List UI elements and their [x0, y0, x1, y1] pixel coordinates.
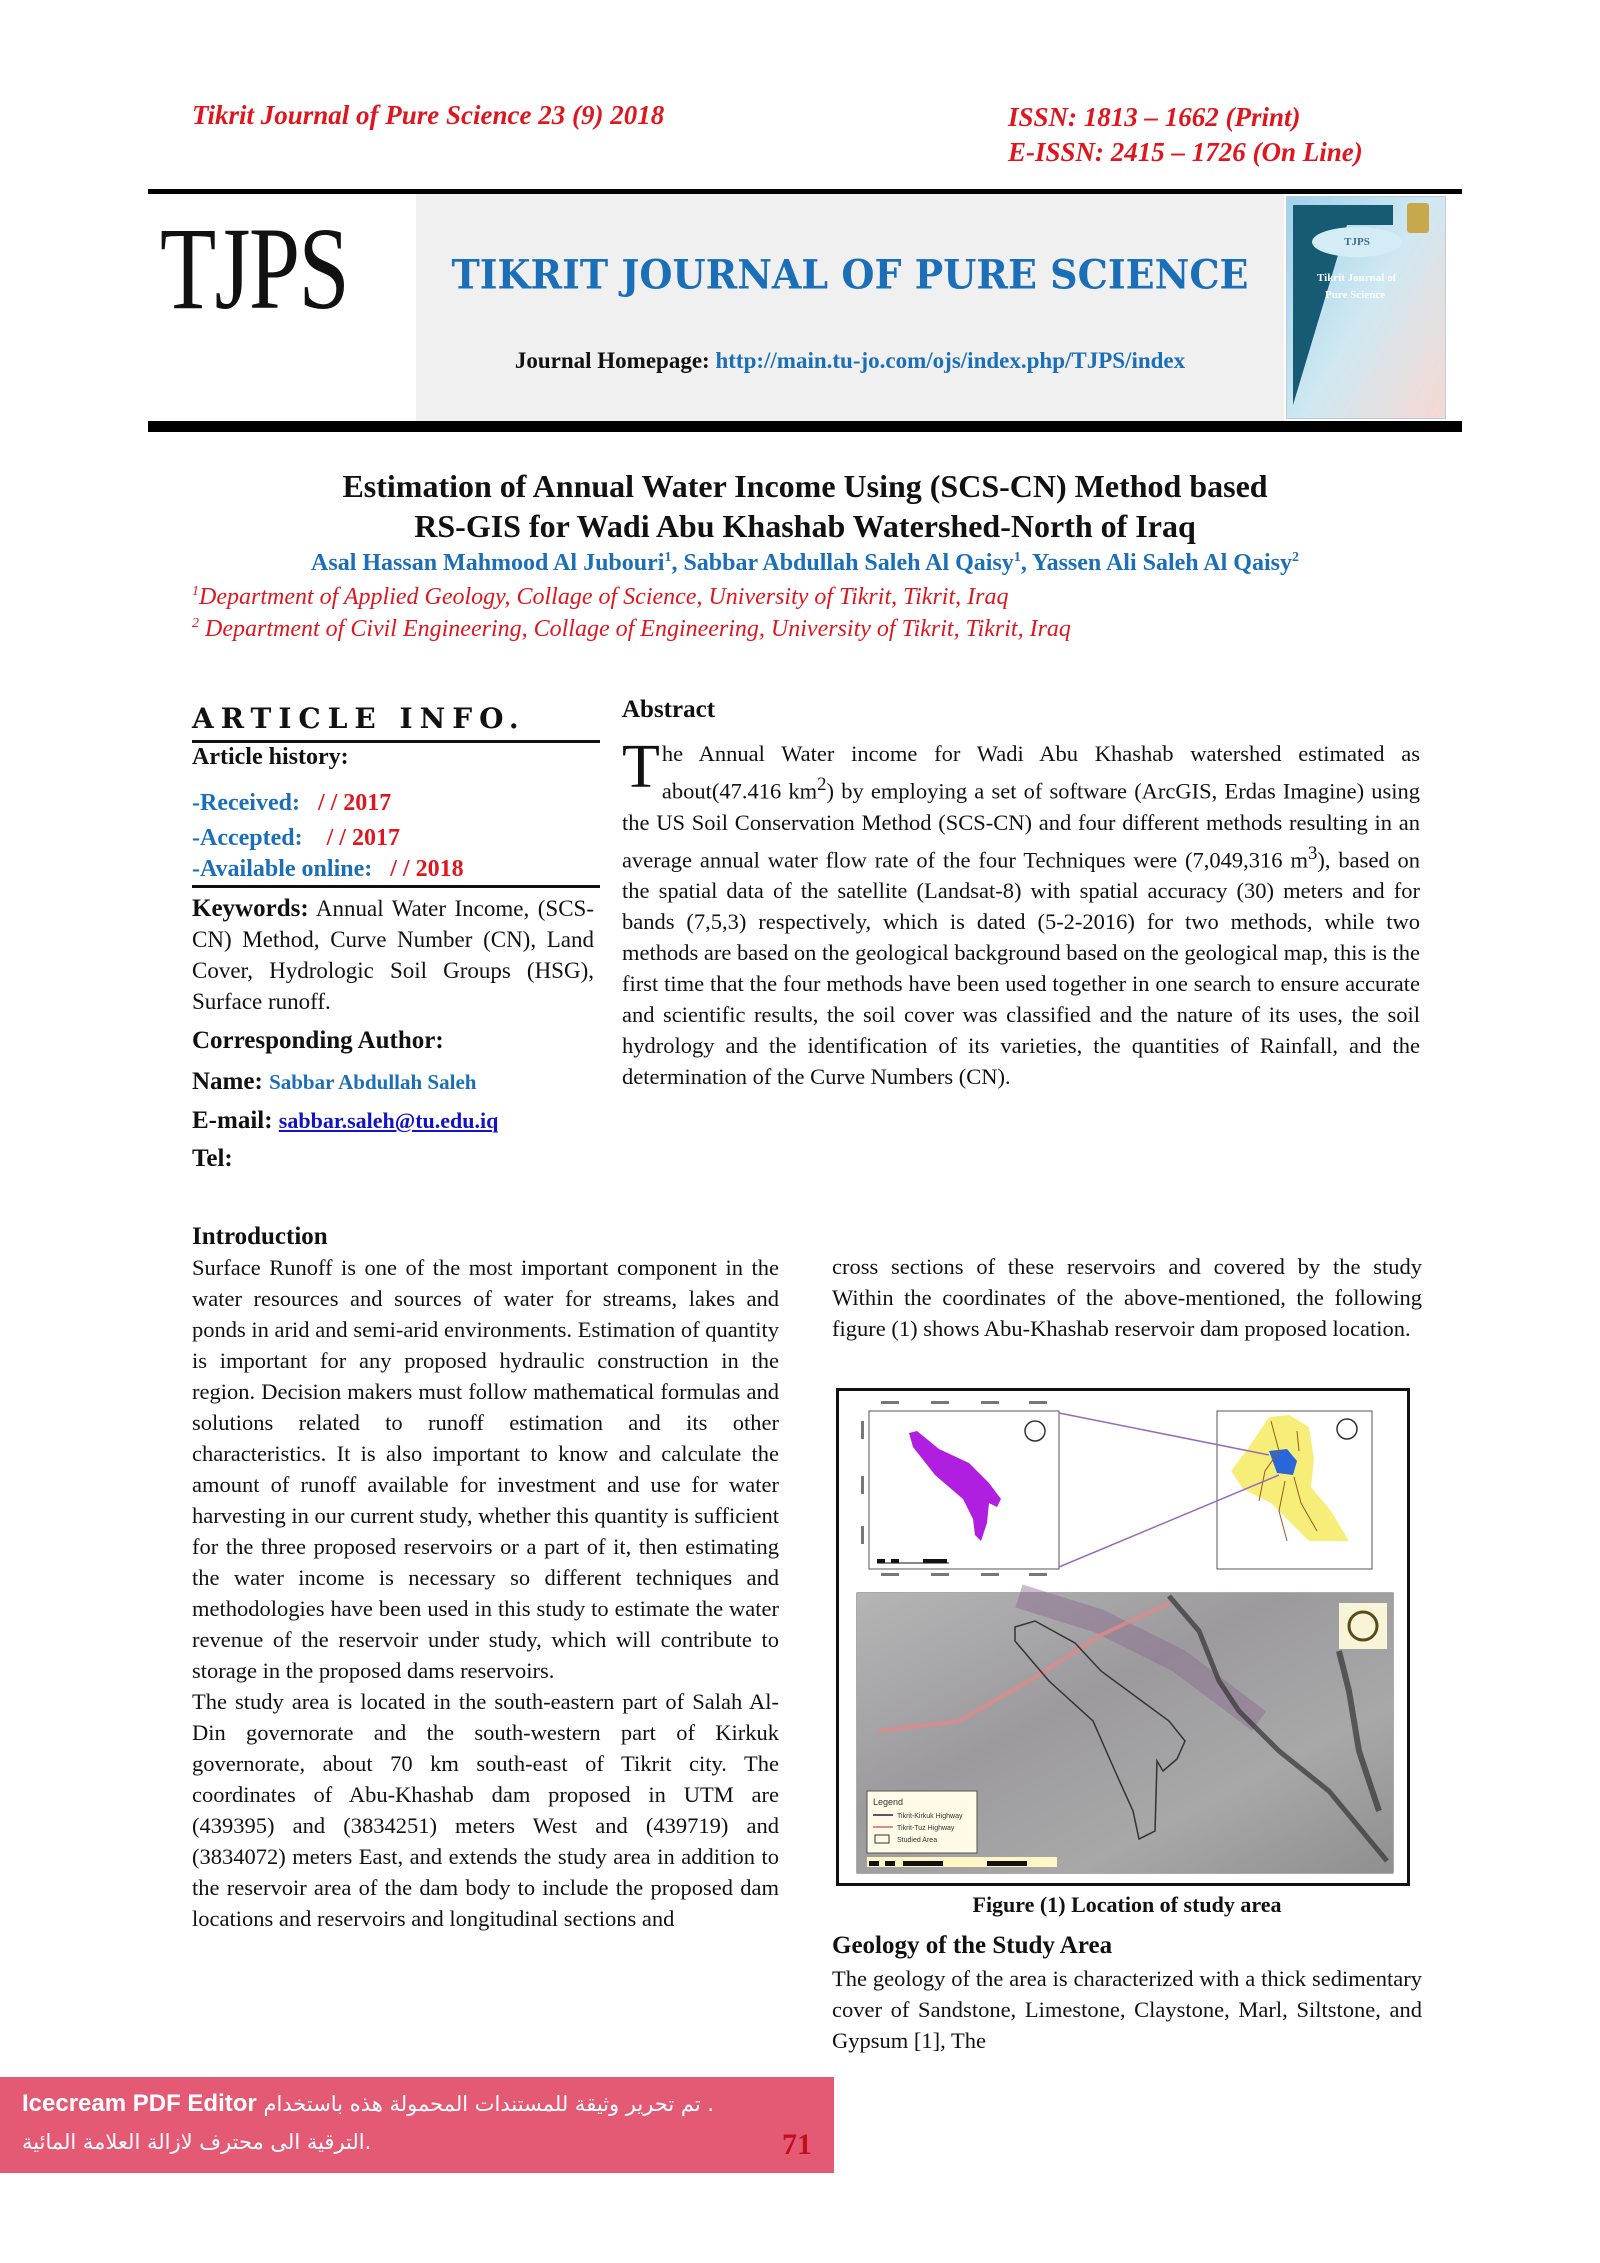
- study-area-paragraph: The study area is located in the south-eastern part of Salah Al-Din governorate and the south-western part of Kirkuk governorate, about 70 km south-east of Tikrit city. The coordinates of Abu-Khashab dam proposed in UTM are (439395) and (3834251) meters West and (439719) and (3834072) meters East, and extends the study area in addition to the reservoir area of the dam body to include the proposed dam locations and reservoirs and longitudinal sections and: [192, 1689, 779, 1931]
- author-affiliation-mark: 1: [1013, 550, 1021, 565]
- journal-homepage: [416, 348, 1284, 374]
- available-online-date: [192, 856, 464, 883]
- abstract-text: [622, 733, 1421, 1092]
- superscript: 2: [817, 774, 827, 795]
- university-emblem-icon: [1407, 203, 1429, 233]
- article-title-line1: Estimation of Annual Water Income Using (SCS-CN) Method based: [342, 468, 1268, 504]
- received-value: / / 2017: [317, 790, 392, 816]
- introduction-heading: Introduction: [192, 1223, 328, 1250]
- watermark-arabic-text: تم تحرير وثيقة للمستندات المحمولة هذه باستخدام .: [256, 2092, 715, 2116]
- affiliation-2: [192, 616, 1071, 643]
- author-name: Sabbar Abdullah Saleh Al Qaisy: [683, 550, 1014, 576]
- accepted-label: -Accepted:: [192, 825, 303, 851]
- watermark-line1: [22, 2090, 714, 2118]
- satellite-scale-bar: [867, 1857, 1057, 1867]
- issn-online: E-ISSN: 2415 – 1726 (On Line): [1008, 137, 1363, 167]
- legend-item: Studied Area: [897, 1837, 938, 1844]
- corresponding-tel: Tel:: [192, 1145, 233, 1172]
- legend-item: Tikrit-Kirkuk Highway: [897, 1813, 963, 1820]
- corresponding-email: [192, 1107, 498, 1135]
- accepted-date: [192, 825, 400, 852]
- homepage-link[interactable]: http://main.tu-jo.com/ojs/index.php/TJPS/index: [715, 348, 1186, 373]
- abstract-dropcap: T: [622, 733, 660, 801]
- article-info-rule: [192, 885, 600, 888]
- affiliation-number: 2: [192, 616, 199, 631]
- journal-title: TIKRIT JOURNAL OF PURE SCIENCE: [451, 250, 1249, 299]
- geology-paragraph: The geology of the area is characterized with a thick sedimentary cover of Sandstone, Limestone, Claystone, Marl, Siltstone, and Gypsum [1], The: [832, 1966, 1422, 2053]
- cover-title-line1: Tikrit Journal of: [1317, 272, 1397, 284]
- article-info-heading: ARTICLE INFO.: [192, 702, 526, 735]
- cover-badge: TJPS: [1312, 227, 1402, 257]
- corresponding-author-label: Corresponding Author:: [192, 1027, 444, 1054]
- cover-top-band: [1293, 205, 1393, 225]
- author-name: Asal Hassan Mahmood Al Jubouri: [311, 550, 665, 576]
- figure-caption: Figure (1) Location of study area: [972, 1892, 1282, 1917]
- corresponding-name: [192, 1068, 476, 1096]
- affiliation-number: 1: [192, 584, 199, 599]
- name-value: Sabbar Abdullah Saleh: [269, 1070, 477, 1094]
- homepage-label: Journal Homepage:: [514, 348, 716, 373]
- article-history-label: Article history:: [192, 744, 349, 770]
- running-header-issn: [1008, 100, 1363, 170]
- masthead-bottom-rule: [148, 421, 1462, 432]
- compass-box: [1339, 1603, 1387, 1649]
- article-title-line2: RS-GIS for Wadi Abu Khashab Watershed-North of Iraq: [414, 508, 1196, 544]
- available-value: / / 2018: [390, 856, 464, 882]
- abstract-text-part: he Annual Water income for Wadi Abu Khashab watershed estimated as about(47.416 km: [661, 741, 1420, 804]
- introduction-paragraph: Surface Runoff is one of the most important component in the water resources and sources of water for streams, lakes and ponds in arid and semi-arid environments. Estimation of quantity is important for any proposed hydraulic construction in the region. Decision makers must follow mathematical formulas and solutions related to runoff estimation and its other characteristics. It is also important to know and calculate the amount of runoff available for investment and use for water harvesting in our current study, whether this quantity is sufficient for the three proposed reservoirs or a part of it, then estimating the water income is necessary so different techniques and methodologies have been used in this study to estimate the water revenue of the reservoir under study, which will contribute to storage in the proposed dams reservoirs.: [192, 1255, 779, 1683]
- email-label: E-mail:: [192, 1107, 279, 1134]
- body-column-right: [832, 1251, 1422, 1344]
- abstract-text-part: ) by employing a set of software (ArcGIS, Erdas Imagine) using the US Soil Conservation Method (SCS-CN) and four different methods resulting in an average annual water flow rate of the four Techniques were (7,049,316 m: [622, 778, 1421, 872]
- keywords: [192, 893, 594, 1017]
- abstract-heading: Abstract: [622, 696, 716, 723]
- journal-logo: TJPS: [160, 203, 349, 334]
- watermark-brand: Icecream PDF Editor: [22, 2090, 257, 2117]
- figure-location-map: [836, 1388, 1410, 1886]
- affiliation-1: [192, 584, 1008, 611]
- keywords-text: Annual Water Income, (SCS-CN) Method, Curve Number (CN), Land Cover, Hydrologic Soil Groups (HSG), Surface runoff.: [192, 896, 594, 1014]
- affiliation-text: Department of Civil Engineering, Collage of Engineering, University of Tikrit, Tikrit, Iraq: [199, 616, 1071, 642]
- affiliation-text: Department of Applied Geology, Collage of Science, University of Tikrit, Tikrit, Iraq: [199, 584, 1009, 610]
- legend-title: Legend: [873, 1797, 904, 1807]
- received-date: [192, 790, 391, 817]
- abstract-text-part: ), based on the spatial data of the satellite (Landsat-8) with spatial accuracy (30) meters and for bands (7,5,3) respectively, which is dated (5-2-2016) for two methods, while two methods are based on the geological background based on the geological map, this is the first time that the four methods have been used together in one search to ensure accurate and scientific results, the soil cover was classified and the nature of its uses, the soil hydrology and the identification of its varieties, the quantities of Rainfall, and the determination of the Curve Numbers (CN).: [622, 847, 1420, 1089]
- superscript: 3: [1307, 842, 1318, 864]
- running-header-journal: Tikrit Journal of Pure Science 23 (9) 2018: [192, 100, 665, 130]
- body-column-left: [192, 1222, 779, 1934]
- watermark-line2: الترقية الى محترف لازالة العلامة المائية.: [22, 2130, 372, 2154]
- article-info-rule: [192, 740, 600, 743]
- author-affiliation-mark: 1: [664, 550, 672, 565]
- keywords-label: Keywords:: [192, 895, 309, 922]
- author-name: Yassen Ali Saleh Al Qaisy: [1031, 550, 1292, 576]
- available-label: -Available online:: [192, 856, 373, 882]
- author-list: Asal Hassan Mahmood Al Jubouri$^1$, Sabbar Abdullah Saleh Al Qaisy$^1$, Yassen Ali Saleh Al Qaisy$^2$: [311, 550, 1299, 576]
- study-area-paragraph-continued: cross sections of these reservoirs and covered by the study Within the coordinates of the above-mentioned, the following figure (1) shows Abu-Khashab reservoir dam proposed location.: [832, 1254, 1422, 1341]
- accepted-value: / / 2017: [326, 825, 400, 851]
- cover-title-line2: Pure Science: [1325, 289, 1385, 301]
- page-number: 71: [782, 2128, 812, 2161]
- article-title: [160, 466, 1450, 546]
- journal-cover-image: [1286, 196, 1446, 419]
- legend-item: Tikrit-Tuz Highway: [897, 1825, 955, 1832]
- masthead-banner: [416, 194, 1284, 421]
- received-label: -Received:: [192, 790, 300, 816]
- location-map-graphic: [839, 1391, 1407, 1883]
- geology-heading: Geology of the Study Area: [832, 1932, 1113, 1959]
- name-label: Name:: [192, 1068, 270, 1095]
- author-affiliation-mark: 2: [1291, 550, 1299, 565]
- issn-print: ISSN: 1813 – 1662 (Print): [1008, 102, 1301, 132]
- email-link[interactable]: sabbar.saleh@tu.edu.iq: [278, 1108, 499, 1133]
